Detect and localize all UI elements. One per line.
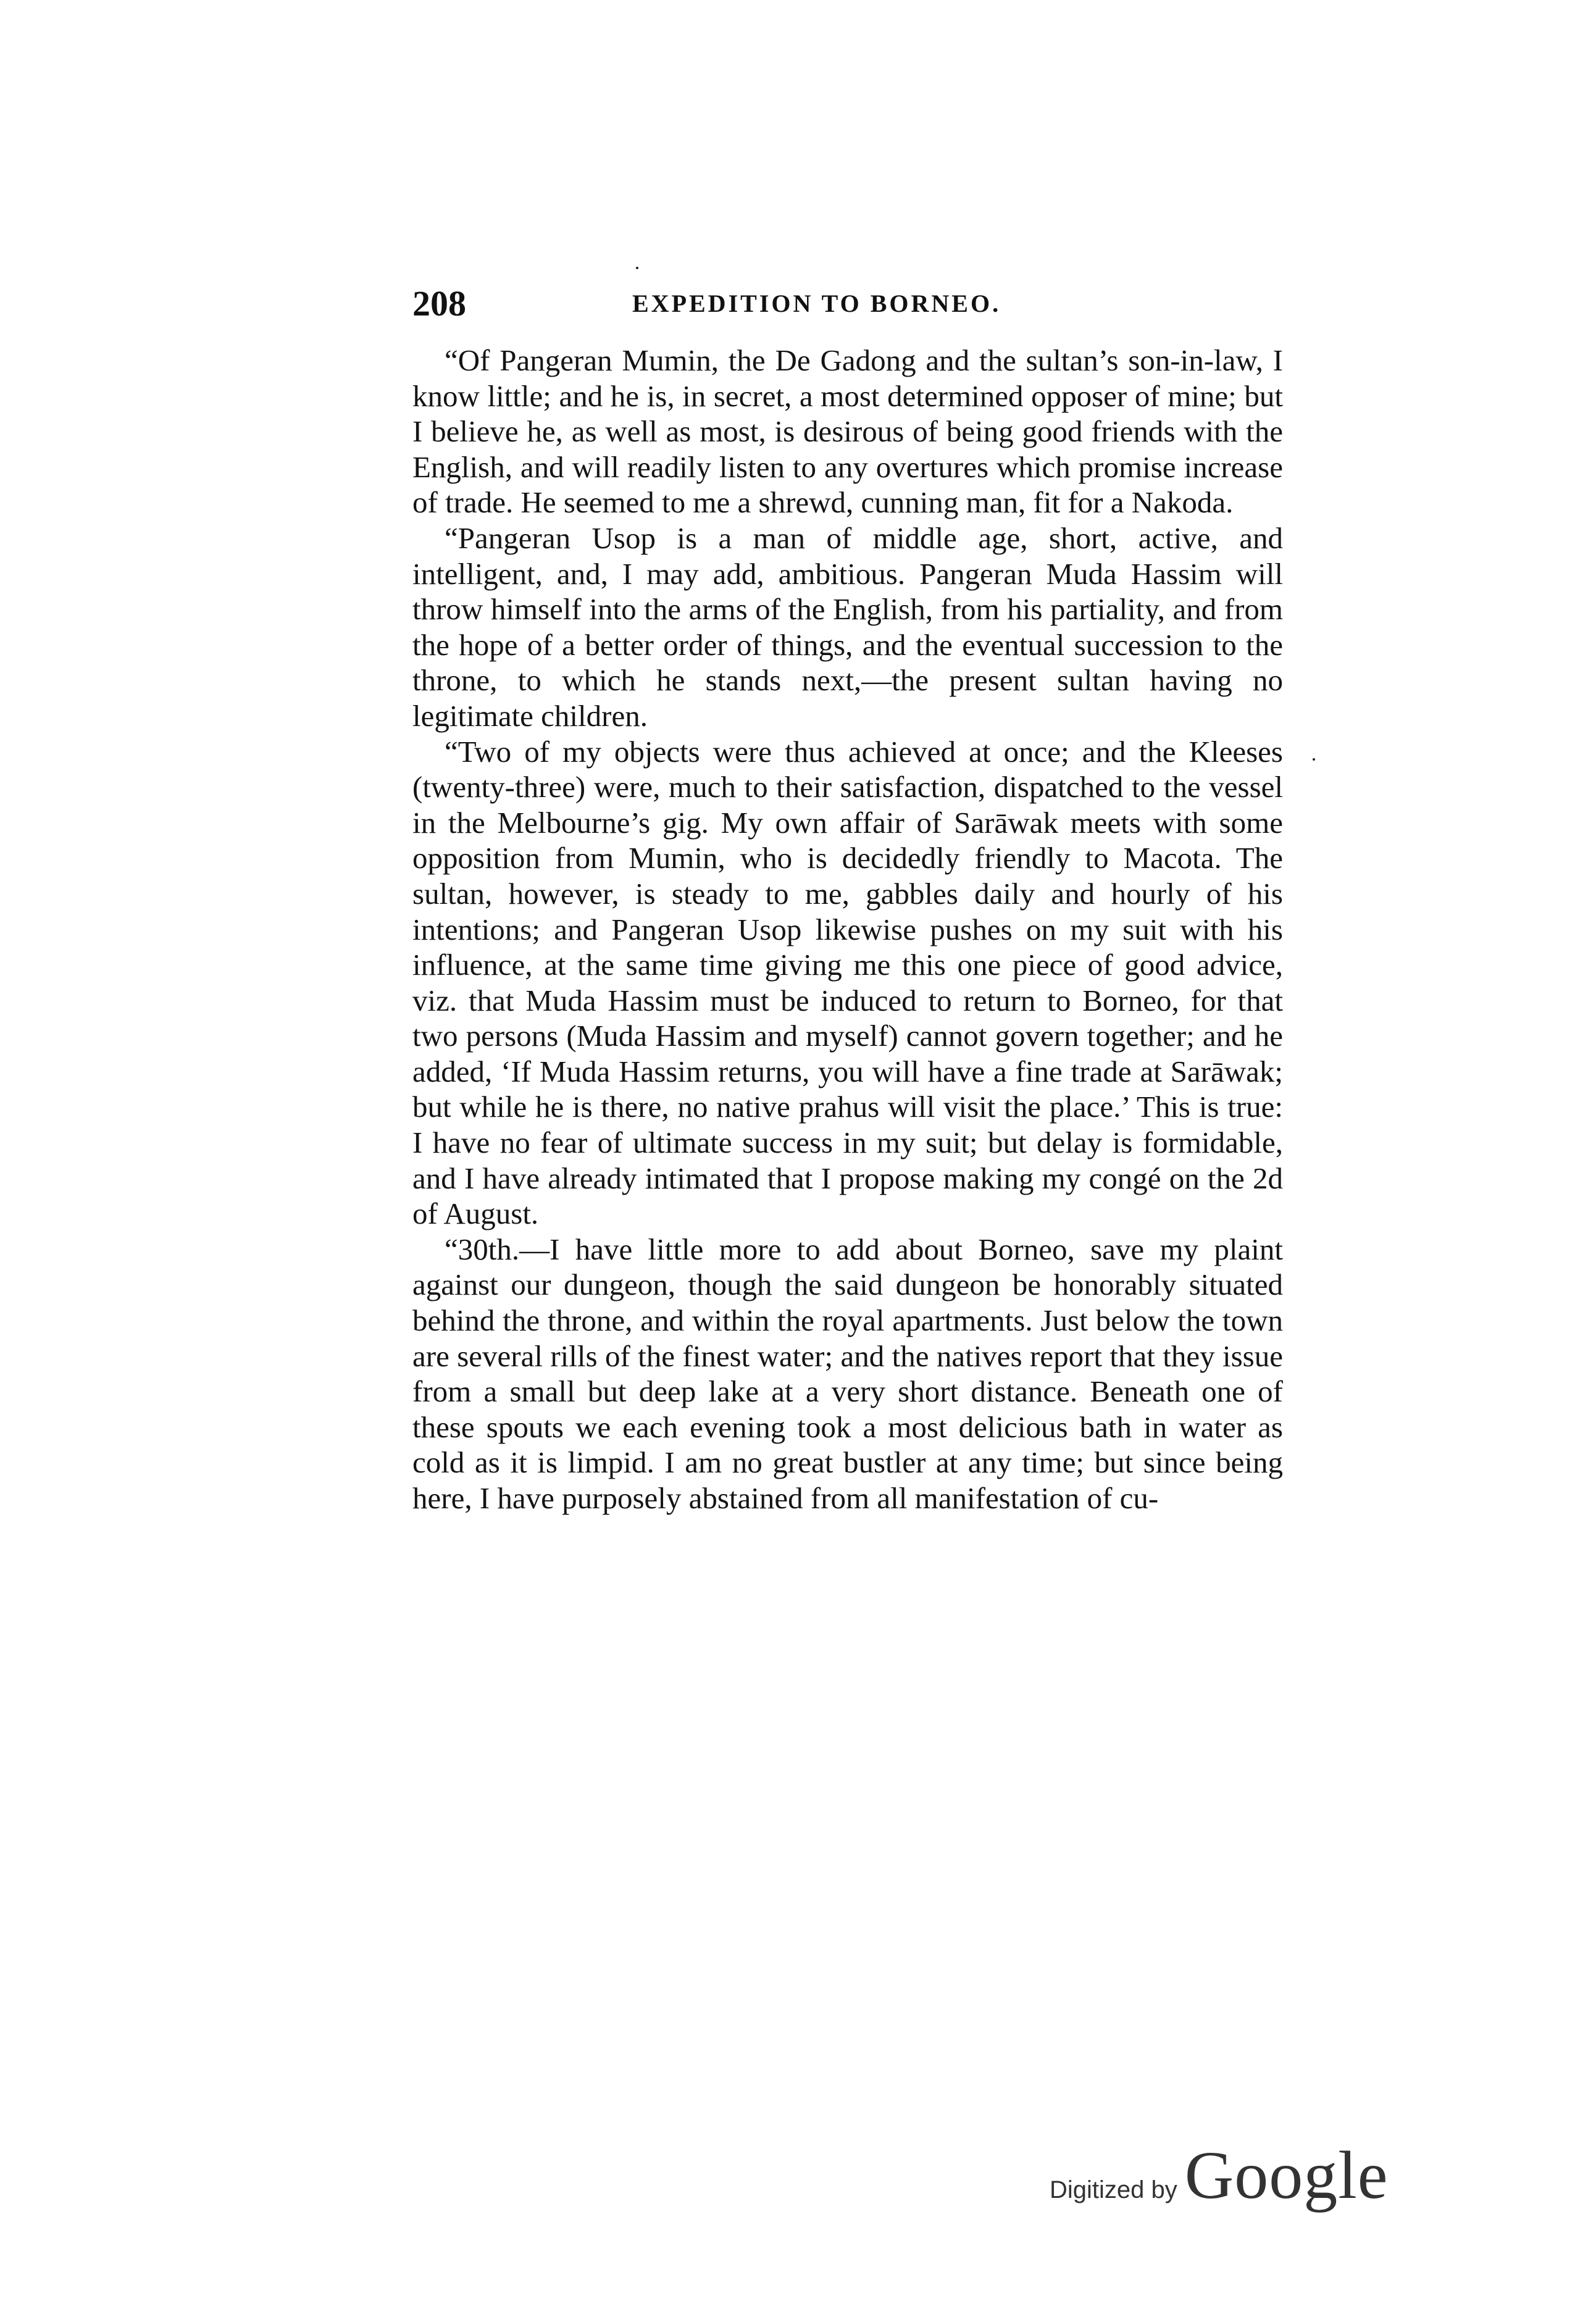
print-speck [1313, 758, 1315, 761]
body-text [412, 343, 1283, 1516]
page-header [412, 279, 1289, 328]
paragraph-thirtieth: “30th.—I have little more to add about Borneo, save my plaint against our dungeon, though the said dungeon be honorably situated behind the throne, and within the royal apartments. Just below the town are several rills of the finest water; and the natives report that they issue from a small but deep lake at a very short distance. Beneath one of these spouts we each evening took a most delicious bath in water as cold as it is limpid. I am no great bustler at any time; but since being here, I have purposely abstained from all manifestation of cu- [412, 1232, 1283, 1515]
google-logo: Google [1184, 2137, 1389, 2213]
print-speck [636, 267, 638, 269]
digitized-prefix: Digitized by [1050, 2176, 1177, 2203]
running-head: EXPEDITION TO BORNEO. [632, 290, 1001, 317]
page-number: 208 [412, 283, 466, 324]
paragraph-objects-achieved: “Two of my objects were thus achieved at once; and the Kleeses (twenty-three) were, much to their satisfaction, dispatched to the vessel in the Melbourne’s gig. My own affair of Sarāwak meets with some opposition from Mumin, who is decidedly friendly to Macota. The sultan, however, is steady to me, gabbles daily and hourly of his intentions; and Pangeran Usop likewise pushes on my suit with his influence, at the same time giving me this one piece of good advice, viz. that Muda Hassim must be induced to return to Borneo, for that two persons (Muda Hassim and myself) cannot govern together; and he added, ‘If Muda Hassim returns, you will have a fine trade at Sarāwak; but while he is there, no native prahus will visit the place.’ This is true: I have no fear of ultimate success in my suit; but delay is formidable, and I have already intimated that I propose making my congé on the 2d of August. [412, 734, 1283, 1231]
digitized-attribution [1050, 2136, 1389, 2213]
paragraph-pangeran-usop: “Pangeran Usop is a man of middle age, short, active, and intelligent, and, I may add, ambitious. Pangeran Muda Hassim will throw himself into the arms of the English, from his partiality, and from the hope of a better order of things, and the eventual succession to the throne, to which he stands next,—the present sultan having no legitimate children. [412, 520, 1283, 733]
paragraph-pangeran-mumin: “Of Pangeran Mumin, the De Gadong and the sultan’s son-in-law, I know little; and he is, in secret, a most determined opposer of mine; but I believe he, as well as most, is desirous of being good friends with the English, and will readily listen to any overtures which promise increase of trade. He seemed to me a shrewd, cunning man, fit for a Nakoda. [412, 343, 1283, 520]
